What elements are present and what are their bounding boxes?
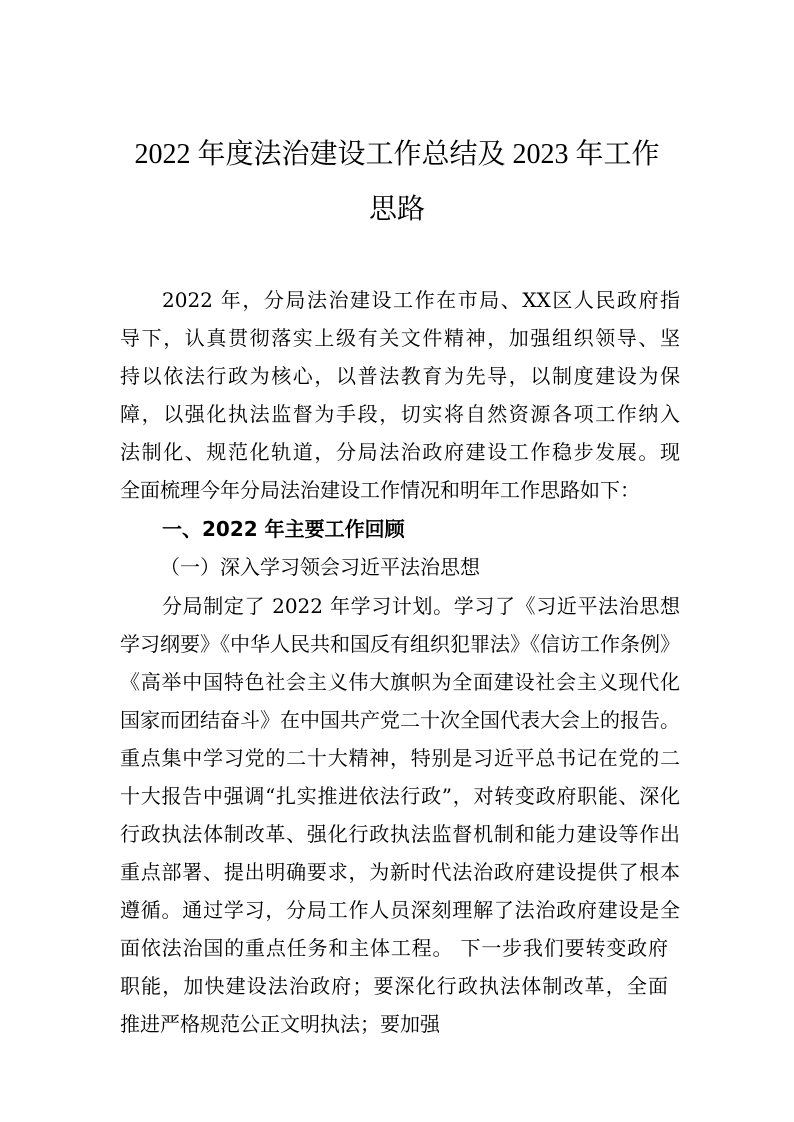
text-line: 行政执法体制改革、强化行政执法监督机制和能力建设等作出 <box>120 822 680 846</box>
text-line: 推进严格规范公正文明执法；要加强 <box>120 1012 440 1036</box>
text-line: 全面梳理今年分局法治建设工作情况和明年工作思路如下： <box>120 478 640 502</box>
text-line: 面依法治国的重点任务和主体工程。 下一步我们要转变政府 <box>120 936 668 960</box>
subsection-heading: （一）深入学习领会习近平法治思想 <box>160 555 480 579</box>
text-line: 障，以强化执法监督为手段，切实将自然资源各项工作纳入 <box>120 402 680 426</box>
text-line: 国家而团结奋斗》在中国共产党二十次全国代表大会上的报告。 <box>120 708 680 732</box>
text-line: 重点集中学习党的二十大精神，特别是习近平总书记在党的二 <box>120 746 680 770</box>
text-line: 分局制定了 2022 年学习计划。学习了《习近平法治思想 <box>162 594 680 618</box>
text-line: 职能，加快建设法治政府；要深化行政执法体制改革，全面 <box>120 974 668 998</box>
text-line: 导下，认真贯彻落实上级有关文件精神，加强组织领导、坚 <box>120 326 680 350</box>
text-line: 十大报告中强调“扎实推进依法行政”，对转变政府职能、深化 <box>120 784 680 808</box>
document-title-line-2: 思路 <box>368 194 425 225</box>
document-title-line-1: 2022 年度法治建设工作总结及 2023 年工作 <box>134 139 660 170</box>
section-heading: 一、2022 年主要工作回顾 <box>162 517 405 541</box>
text-line: 2022 年，分局法治建设工作在市局、XX区人民政府指 <box>162 288 680 312</box>
text-line: 《高举中国特色社会主义伟大旗帜为全面建设社会主义现代化 <box>120 670 680 694</box>
text-line: 遵循。通过学习，分局工作人员深刻理解了法治政府建设是全 <box>120 898 680 922</box>
text-line: 持以依法行政为核心，以普法教育为先导，以制度建设为保 <box>120 364 680 388</box>
text-line: 法制化、规范化轨道，分局法治政府建设工作稳步发展。现 <box>120 440 680 464</box>
text-line: 重点部署、提出明确要求，为新时代法治政府建设提供了根本 <box>120 860 680 884</box>
text-line: 学习纲要》《中华人民共和国反有组织犯罪法》《信访工作条例》 <box>120 632 680 656</box>
